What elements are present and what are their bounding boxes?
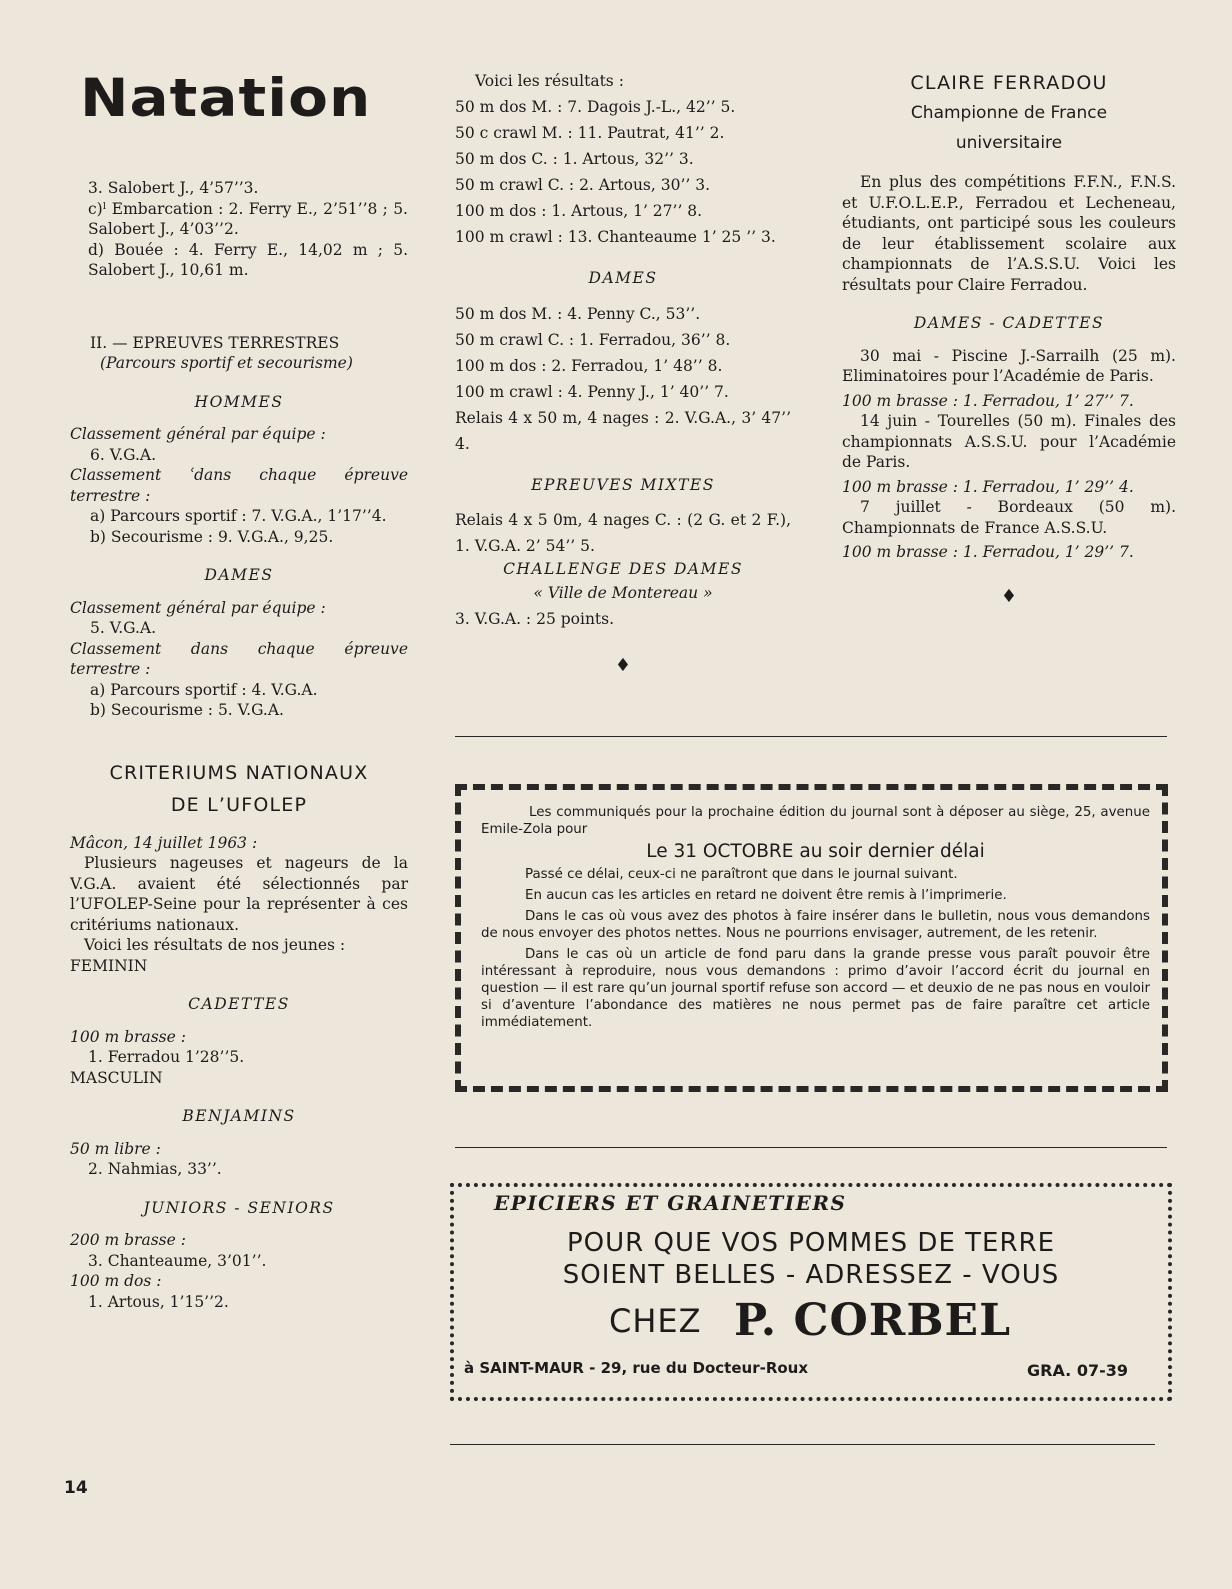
heading-challenge: CHALLENGE DES DAMES: [503, 560, 743, 578]
notice-box: [455, 784, 1168, 1092]
heading-cadettes: CADETTES: [188, 995, 290, 1013]
result-line: 100 m brasse : 1. Ferradou, 1’ 29’’ 7.: [842, 543, 1134, 561]
article-subtitle: Championne de France: [910, 103, 1108, 123]
page-number: 14: [64, 1478, 88, 1498]
result-line: d) Bouée : 4. Ferry E., 14,02 m ; 5. Salobert J., 10,61 m.: [88, 240, 408, 279]
section-title-natation: Natation: [80, 67, 372, 129]
result-text: 50 m dos C. : 1. Artous, 32’’ 3.: [455, 150, 694, 168]
result-line: b) Secourisme : 9. V.G.A., 9,25.: [90, 527, 334, 546]
result-line: 3. V.G.A. : 25 points.: [455, 609, 615, 628]
column-left: [70, 68, 408, 1312]
ad-body-line: POUR QUE VOS POMMES DE TERRE: [566, 1228, 1056, 1258]
result-line: 100 m dos :: [70, 1272, 162, 1290]
result-line: Classement général par équipe :: [70, 425, 326, 443]
subsection-subtitle: (Parcours sportif et secourisme): [100, 354, 353, 372]
result-line: 100 m crawl : 4. Penny J., 1’ 40’’ 7.: [455, 382, 729, 401]
result-line: 200 m brasse :: [70, 1231, 186, 1249]
result-line: 100 m dos : 2. Ferradou, 1’ 48’’ 8.: [455, 356, 723, 375]
result-line: [455, 198, 791, 224]
heading-hommes: HOMMES: [194, 392, 284, 411]
result-line: 2. Nahmias, 33’’.: [88, 1160, 222, 1178]
notice-line: Passé ce délai, ceux-ci ne paraîtront que dans le journal suivant.: [525, 867, 958, 882]
intro-paragraph: Plusieurs nageuses et nageurs de la V.G.A. avaient été sélectionnés par l’UFOLEP-Seine pour la représenter à ces critériums nationaux.: [70, 854, 408, 934]
advertisement: [450, 1183, 1172, 1401]
result-line: [455, 172, 791, 198]
ad-company-name: P. CORBEL: [734, 1295, 1012, 1346]
result-line: 100 m brasse : 1. Ferradou, 1’ 29’’ 4.: [842, 477, 1134, 496]
result-line: Relais 4 x 5 0m, 4 nages C. : (2 G. et 2 F.), 1. V.G.A. 2’ 54’’ 5.: [455, 511, 791, 555]
notice-deadline: Le 31 OCTOBRE au soir dernier délai: [646, 841, 985, 862]
article-title-line: DE L’UFOLEP: [170, 793, 308, 816]
result-line: 50 m crawl C. : 1. Ferradou, 36’’ 8.: [455, 330, 731, 349]
heading-dames-cadettes: DAMES - CADETTES: [913, 314, 1105, 332]
notice-line: Les communiqués pour la prochaine édition du journal sont à déposer au siège, 25, avenue Emile-Zola pour: [481, 805, 1150, 837]
event-paragraph: 30 mai - Piscine J.-Sarrailh (25 m). Eliminatoires pour l’Académie de Paris.: [842, 346, 1176, 385]
result-line: Classement dans chaque épreuve terrestre :: [70, 639, 408, 678]
category-label: FEMININ: [70, 956, 148, 975]
result-line: [455, 224, 791, 250]
event-paragraph: 14 juin - Tourelles (50 m). Finales des championnats A.S.S.U. pour l’Académie de Paris.: [842, 412, 1176, 471]
ad-phone: GRA. 07-39: [1027, 1361, 1128, 1380]
notice-line: En aucun cas les articles en retard ne doivent être remis à l’imprimerie.: [525, 888, 1007, 903]
intro-line: Voici les résultats de nos jeunes :: [84, 936, 346, 954]
separator-diamond-icon: ♦: [614, 654, 632, 676]
result-line: [455, 94, 791, 120]
result-line: 1. Ferradou 1’28’’5.: [88, 1048, 245, 1066]
heading-dames: DAMES: [588, 269, 658, 287]
ad-address: à SAINT-MAUR - 29, rue du Docteur-Roux: [464, 1359, 809, 1377]
result-line: a) Parcours sportif : 7. V.G.A., 1’17’’4.: [90, 507, 387, 525]
article-title: [70, 757, 408, 821]
ad-body: [454, 1227, 1168, 1291]
result-line: [455, 120, 791, 146]
heading-juniors: JUNIORS - SENIORS: [143, 1198, 335, 1217]
result-line: 5. V.G.A.: [90, 619, 157, 637]
result-line: 100 m brasse : 1. Ferradou, 1’ 27’’ 7.: [842, 391, 1134, 410]
result-line: 100 m brasse :: [70, 1027, 186, 1046]
subsection-title: II. — EPREUVES TERRESTRES: [90, 333, 340, 352]
result-line: Classement ʿdans chaque épreuve terrestre :: [70, 466, 408, 505]
result-text: 100 m dos : 1. Artous, 1’ 27’’ 8.: [455, 202, 703, 220]
article-subtitle: universitaire: [955, 133, 1063, 153]
result-text: 50 c crawl M. : 11. Pautrat, 41’’ 2.: [455, 124, 725, 142]
heading-dames: DAMES: [204, 566, 274, 584]
intro-paragraph: En plus des compétitions F.F.N., F.N.S. et U.F.O.L.E.P., Ferradou et Lecheneau, étudiants, ont participé sous les couleurs de leur établissement scolaire aux championnats de l’A.S.S.U. Voici les résultats pour Claire Ferradou.: [842, 173, 1176, 294]
challenge-name: « Ville de Montereau »: [533, 583, 713, 602]
result-line: 3. Chanteaume, 3’01’’.: [88, 1251, 267, 1270]
dateline: Mâcon, 14 juillet 1963 :: [70, 833, 258, 852]
result-line: 50 m libre :: [70, 1139, 161, 1158]
article-title: CLAIRE FERRADOU: [910, 72, 1108, 94]
ad-chez: CHEZ: [609, 1302, 702, 1340]
divider: [455, 1147, 1167, 1148]
result-text: 50 m crawl C. : 2. Artous, 30’’ 3.: [455, 176, 711, 194]
heading-benjamins: BENJAMINS: [182, 1107, 296, 1125]
result-line: a) Parcours sportif : 4. V.G.A.: [90, 680, 318, 699]
intro-line: Voici les résultats :: [475, 72, 624, 90]
result-line: 1. Artous, 1’15’’2.: [88, 1292, 229, 1311]
heading-mixtes: EPREUVES MIXTES: [531, 475, 715, 494]
result-line: b) Secourisme : 5. V.G.A.: [90, 701, 284, 719]
column-middle: [455, 68, 791, 676]
result-line: Relais 4 x 50 m, 4 nages : 2. V.G.A., 3’ 47’’ 4.: [455, 408, 791, 453]
result-text: 100 m crawl : 13. Chanteaume 1’ 25 ’’ 3.: [455, 228, 776, 246]
ad-body-line: SOIENT BELLES - ADRESSEZ - VOUS: [562, 1260, 1060, 1290]
column-right: [842, 68, 1176, 607]
category-label: MASCULIN: [70, 1068, 163, 1087]
notice-line: Dans le cas où un article de fond paru dans la grande presse vous paraît pouvoir être intéressant à reproduire, nous vous demandons : primo d’avoir l’accord écrit du journal en question — il est rare qu’un journal sportif refuse son accord — et deuxio de ne pas nous en vouloir si d’aventure l’abondance des matières ne nous permet pas de faire paraître cet article immédiatement.: [481, 947, 1150, 1030]
divider: [455, 736, 1167, 737]
result-line: c)ˡ Embarcation : 2. Ferry E., 2’51’’8 ; 5. Salobert J., 4’03’’2.: [88, 199, 408, 238]
notice-line: Dans le cas où vous avez des photos à faire insérer dans le bulletin, nous vous demandons de nous envoyer des photos nettes. Nous ne pourrions envisager, autrement, de les retenir.: [481, 909, 1150, 941]
result-line: 50 m dos M. : 4. Penny C., 53’’.: [455, 304, 701, 323]
result-line: [455, 146, 791, 172]
divider: [450, 1444, 1155, 1445]
article-title-line: CRITERIUMS NATIONAUX: [109, 761, 369, 784]
separator-diamond-icon: ♦: [1000, 585, 1018, 607]
result-line: Classement général par équipe :: [70, 598, 326, 617]
ad-headline: EPICIERS ET GRAINETIERS: [494, 1191, 847, 1215]
event-paragraph: 7 juillet - Bordeaux (50 m). Championnats de France A.S.S.U.: [842, 498, 1176, 537]
result-text: 50 m dos M. : 7. Dagois J.-L., 42’’ 5.: [455, 98, 736, 116]
result-line: 6. V.G.A.: [90, 445, 157, 464]
result-line: 3. Salobert J., 4’57’’3.: [88, 179, 259, 197]
